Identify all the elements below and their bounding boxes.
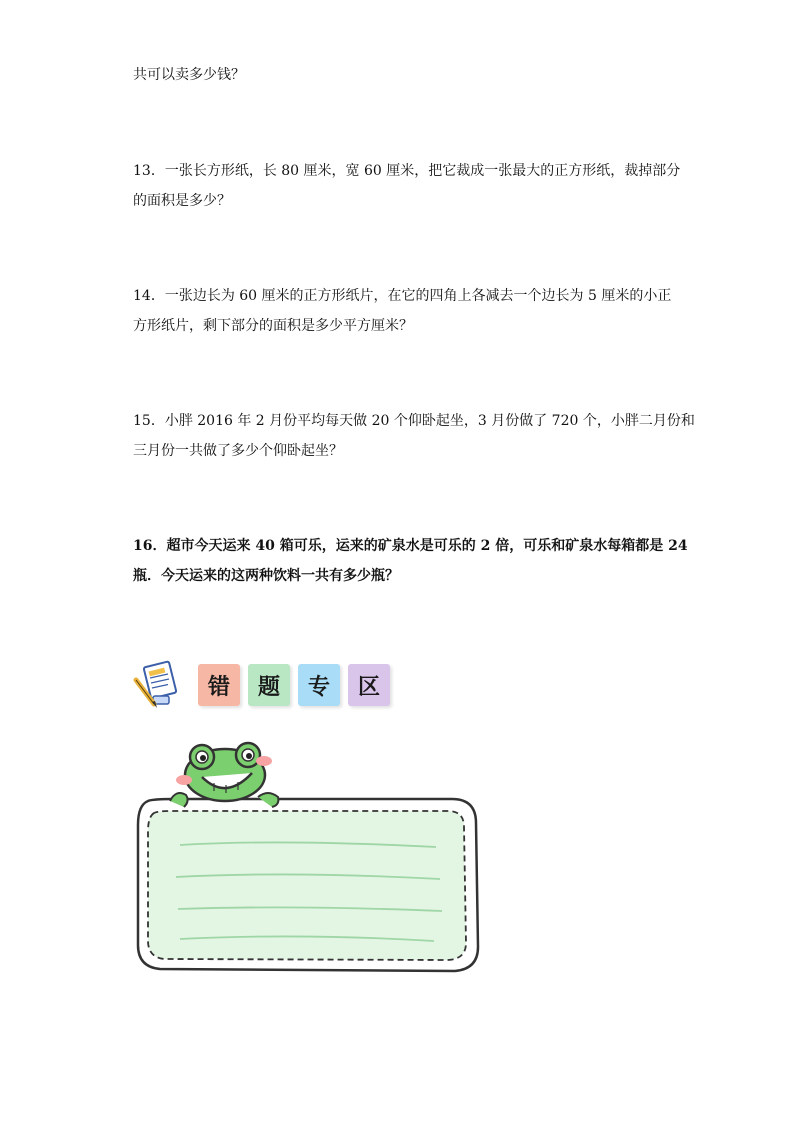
tile-char-3: 专 [298,664,340,706]
problem-13-line-1: 13．一张长方形纸，长 80 厘米，宽 60 厘米，把它裁成一张最大的正方形纸，裁掉部分 [133,163,681,179]
problem-14-line-1: 14．一张边长为 60 厘米的正方形纸片，在它的四角上各减去一个边长为 5 厘米的小正 [133,288,672,304]
problem-14-line-2: 方形纸片，剩下部分的面积是多少平方厘米？ [133,318,413,334]
mistake-notes-box [130,735,490,980]
frog-icon [170,743,278,807]
problem-12-tail: 共可以卖多少钱？ [133,67,245,83]
tile-char-2: 题 [248,664,290,706]
notebook-pencil-icon [133,660,183,714]
tile-char-4: 区 [348,664,390,706]
problem-15-line-1: 15．小胖 2016 年 2 月份平均每天做 20 个仰卧起坐，3 月份做了 720 个，小胖二月份和 [133,413,695,429]
problem-16-line-2: 瓶．今天运来的这两种饮料一共有多少瓶？ [133,568,399,584]
mistake-zone-banner [133,660,393,710]
problem-15-line-2: 三月份一共做了多少个仰卧起坐？ [133,443,343,459]
problem-16-line-1: 16．超市今天运来 40 箱可乐，运来的矿泉水是可乐的 2 倍，可乐和矿泉水每箱都是 24 [133,538,688,554]
tile-char-1: 错 [198,664,240,706]
problem-13-line-2: 的面积是多少？ [133,193,231,209]
